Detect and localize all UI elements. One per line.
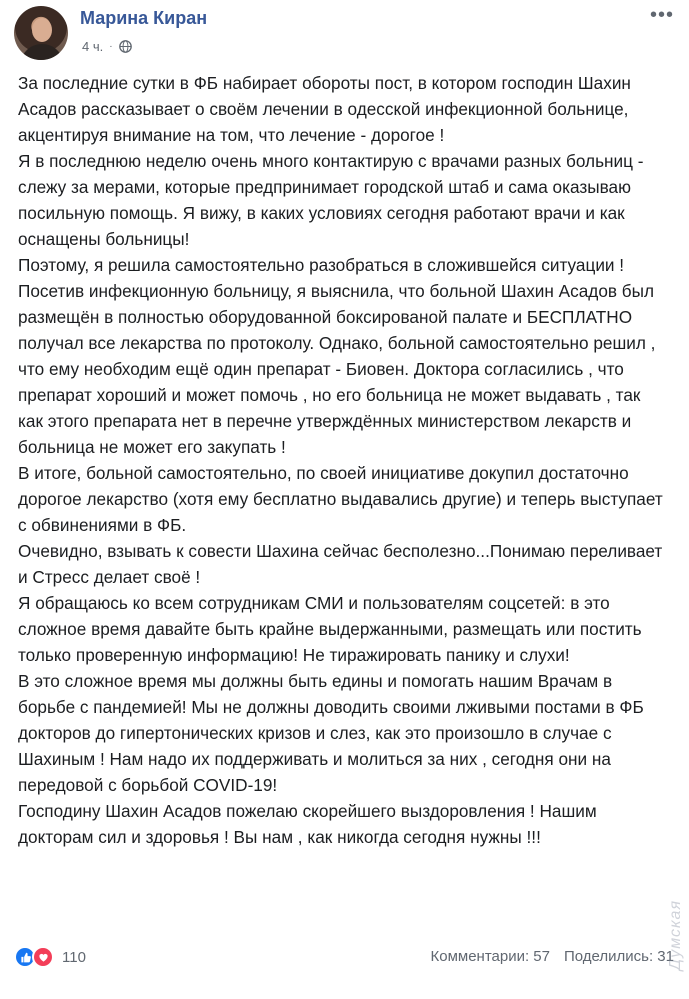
love-icon (32, 946, 54, 968)
post-time[interactable]: 4 ч. (82, 39, 104, 54)
reactions-count[interactable]: 110 (62, 948, 86, 966)
post-paragraph: В это сложное время мы должны быть едины и помогать нашим Врачам в борьбе с пандемией! Мы не должны доводить своими лживыми постами в ФБ докторов до гипертонических кризов и слез, как это произошло в случае с Шахиным ! Нам надо их поддерживать и молиться за них , сегодня они на передовой с борьбой COVID-19! (18, 671, 644, 795)
shares-count[interactable]: Поделились: 31 (564, 948, 674, 965)
post-text (18, 70, 668, 850)
meta-separator: · (109, 41, 113, 52)
post-paragraph: В итоге, больной самостоятельно, по своей инициативе докупил достаточно дорогое лекарство (хотя ему бесплатно выдавались другие) и теперь выступает с обвинениями в ФБ. (18, 463, 663, 535)
post-header (14, 4, 674, 64)
avatar-body (20, 44, 64, 60)
author-avatar[interactable] (14, 6, 68, 60)
author-name[interactable]: Марина Киран (80, 8, 208, 28)
comments-count[interactable]: Комментарии: 57 (430, 948, 550, 965)
post-paragraph: Поэтому, я решила самостоятельно разобраться в сложившейся ситуации ! (18, 255, 625, 275)
post-stats (431, 948, 675, 965)
post-meta (82, 39, 132, 54)
avatar-face (32, 18, 52, 42)
post-paragraph: Я обращаюсь ко всем сотрудникам СМИ и пользователям соцсетей: в это сложное время давайте быть крайне выдержанными, размещать или постить только проверенную информацию! Не тиражировать панику и слухи! (18, 593, 642, 665)
more-icon[interactable]: ••• (649, 4, 674, 26)
post-footer (14, 946, 674, 972)
watermark-logo: Думская (667, 900, 684, 971)
post-paragraph: Очевидно, взывать к совести Шахина сейчас бесполезно...Понимаю переливает и Стресс делает своё ! (18, 541, 663, 587)
reactions-summary[interactable] (14, 946, 86, 968)
globe-icon[interactable] (119, 40, 132, 53)
post-paragraph: Господину Шахин Асадов пожелаю скорейшего выздоровления ! Нашим докторам сил и здоровья ! Вы нам , как никогда сегодня нужны !!! (18, 801, 597, 847)
post-paragraph: За последние сутки в ФБ набирает обороты пост, в котором господин Шахин Асадов рассказывает о своём лечении в одесской инфекционной больнице, акцентируя внимание на том, что лечение - дорогое ! (18, 73, 631, 145)
post-paragraph: Я в последнюю неделю очень много контактирую с врачами разных больниц - слежу за мерами, которые предпринимает городской штаб и сама оказываю посильную помощь. Я вижу, в каких условиях сегодня работают врачи и как оснащены больницы! (18, 151, 644, 249)
post-paragraph: Посетив инфекционную больницу, я выяснила, что больной Шахин Асадов был размещён в полностью оборудованной боксированой палате и БЕСПЛАТНО получал все лекарства по протоколу. Однако, больной самостоятельно решил , что ему необходим ещё один препарат - Биовен. Доктора согласились , что препарат хороший и может помочь , но его больница не может выдавать , так как этого препарата нет в перечне утверждённых министерством лекарств и больница не может его закупать ! (18, 281, 656, 457)
